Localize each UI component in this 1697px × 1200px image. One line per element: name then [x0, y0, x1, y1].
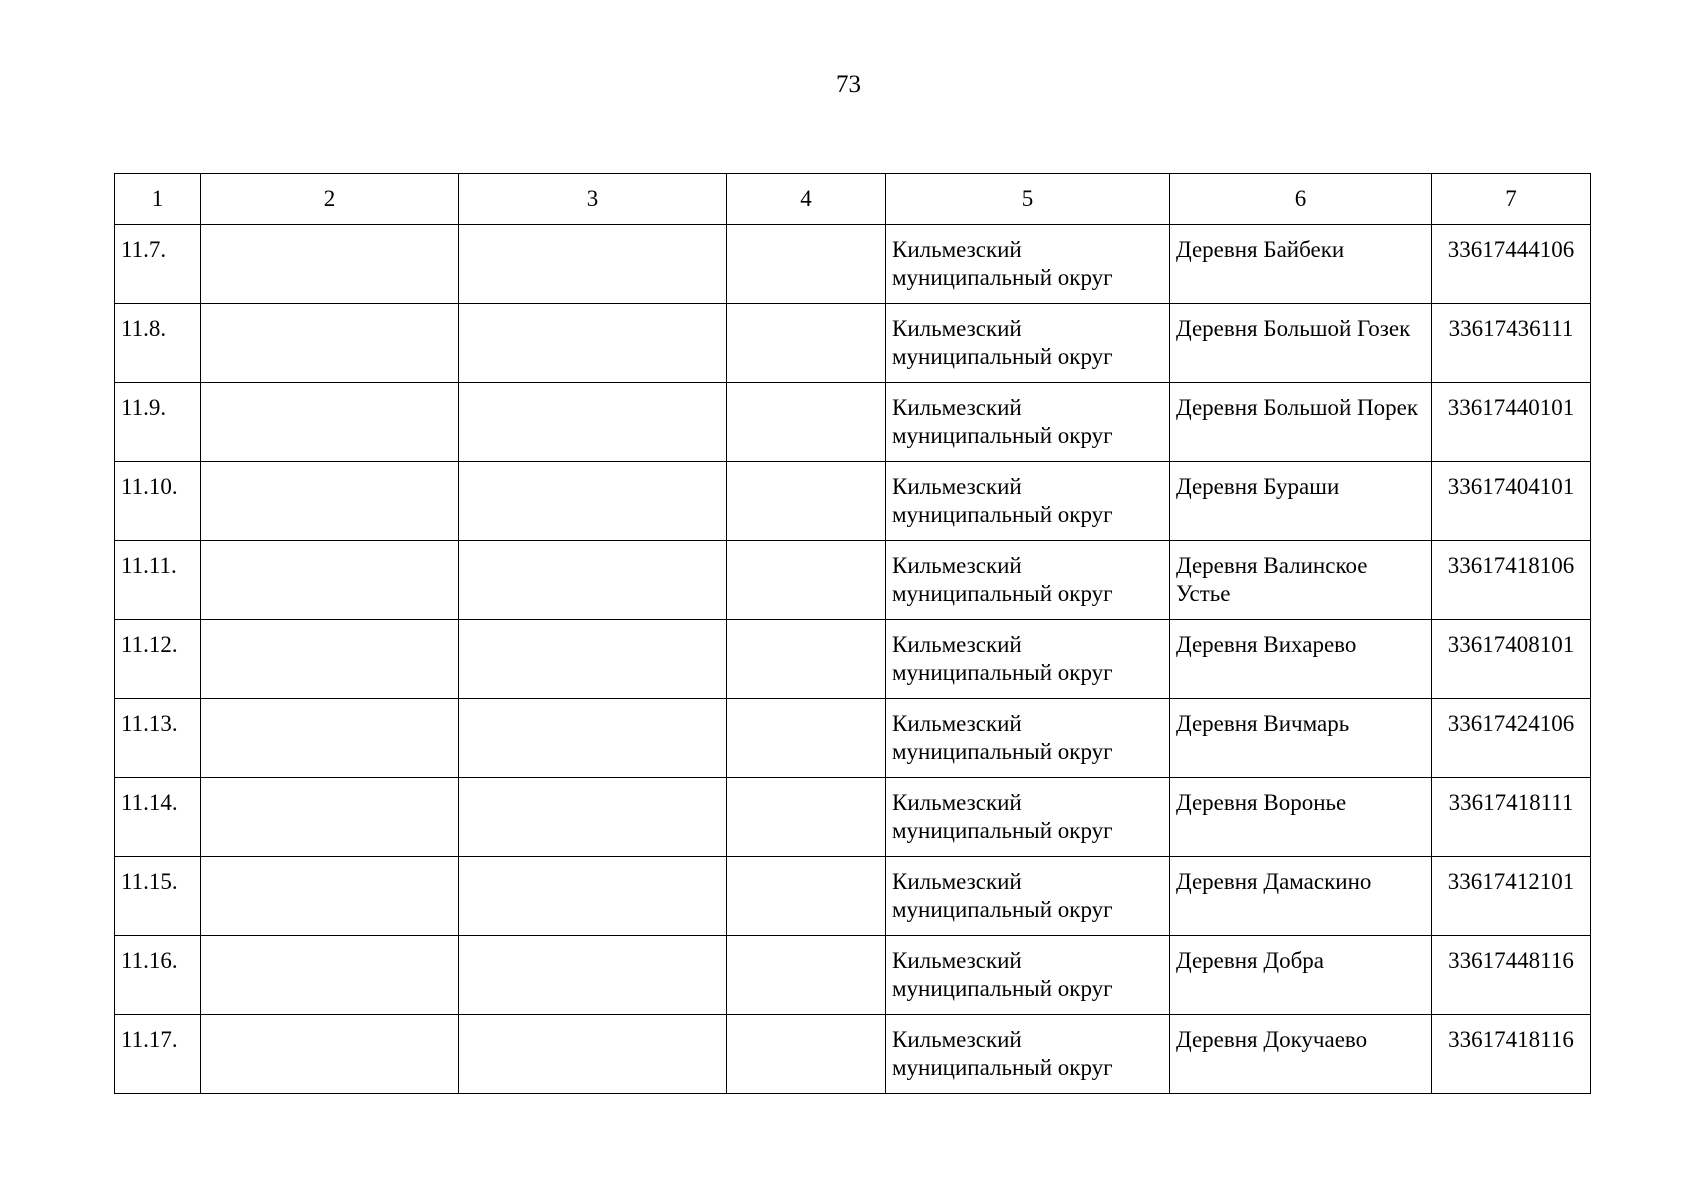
- cell-col-4: [727, 857, 886, 936]
- cell-district: Кильмезский муниципальный округ: [886, 620, 1170, 699]
- page-number: 73: [836, 71, 861, 98]
- cell-district: Кильмезский муниципальный округ: [886, 1015, 1170, 1094]
- cell-district: Кильмезский муниципальный округ: [886, 304, 1170, 383]
- cell-number: 11.7.: [115, 225, 201, 304]
- cell-col-4: [727, 699, 886, 778]
- cell-number: 11.11.: [115, 541, 201, 620]
- header-col-3: 3: [459, 174, 727, 225]
- data-table: [114, 173, 1591, 1094]
- cell-code: 33617444106: [1432, 225, 1591, 304]
- cell-number: 11.15.: [115, 857, 201, 936]
- cell-locality: Деревня Бураши: [1170, 462, 1432, 541]
- cell-number: 11.10.: [115, 462, 201, 541]
- cell-district: Кильмезский муниципальный округ: [886, 699, 1170, 778]
- cell-district: Кильмезский муниципальный округ: [886, 936, 1170, 1015]
- header-col-4: 4: [727, 174, 886, 225]
- cell-code: 33617436111: [1432, 304, 1591, 383]
- cell-code: 33617424106: [1432, 699, 1591, 778]
- header-col-6: 6: [1170, 174, 1432, 225]
- table-row: [115, 462, 1591, 541]
- cell-code: 33617404101: [1432, 462, 1591, 541]
- cell-col-2: [201, 778, 459, 857]
- cell-col-2: [201, 699, 459, 778]
- cell-col-3: [459, 462, 727, 541]
- cell-district: Кильмезский муниципальный округ: [886, 383, 1170, 462]
- cell-col-2: [201, 225, 459, 304]
- cell-number: 11.13.: [115, 699, 201, 778]
- cell-col-4: [727, 1015, 886, 1094]
- cell-number: 11.16.: [115, 936, 201, 1015]
- cell-district: Кильмезский муниципальный округ: [886, 462, 1170, 541]
- cell-col-4: [727, 304, 886, 383]
- table-row: [115, 699, 1591, 778]
- cell-district: Кильмезский муниципальный округ: [886, 541, 1170, 620]
- cell-col-4: [727, 778, 886, 857]
- table-row: [115, 541, 1591, 620]
- cell-col-2: [201, 1015, 459, 1094]
- table-row: [115, 304, 1591, 383]
- cell-col-4: [727, 225, 886, 304]
- cell-col-4: [727, 620, 886, 699]
- cell-col-3: [459, 620, 727, 699]
- cell-number: 11.14.: [115, 778, 201, 857]
- cell-col-3: [459, 699, 727, 778]
- cell-number: 11.9.: [115, 383, 201, 462]
- cell-code: 33617412101: [1432, 857, 1591, 936]
- table-row: [115, 620, 1591, 699]
- cell-col-4: [727, 462, 886, 541]
- cell-col-2: [201, 857, 459, 936]
- cell-district: Кильмезский муниципальный округ: [886, 857, 1170, 936]
- table-row: [115, 225, 1591, 304]
- cell-col-3: [459, 383, 727, 462]
- table-row: [115, 857, 1591, 936]
- cell-col-3: [459, 1015, 727, 1094]
- cell-col-2: [201, 620, 459, 699]
- header-col-7: 7: [1432, 174, 1591, 225]
- table-row: [115, 383, 1591, 462]
- header-row: [115, 174, 1591, 225]
- cell-code: 33617418116: [1432, 1015, 1591, 1094]
- cell-col-2: [201, 383, 459, 462]
- cell-col-3: [459, 857, 727, 936]
- cell-col-4: [727, 383, 886, 462]
- cell-col-2: [201, 541, 459, 620]
- cell-col-4: [727, 541, 886, 620]
- cell-locality: Деревня Добра: [1170, 936, 1432, 1015]
- cell-col-3: [459, 541, 727, 620]
- table-row: [115, 1015, 1591, 1094]
- cell-number: 11.8.: [115, 304, 201, 383]
- cell-locality: Деревня Воронье: [1170, 778, 1432, 857]
- cell-locality: Деревня Дамаскино: [1170, 857, 1432, 936]
- cell-locality: Деревня Вихарево: [1170, 620, 1432, 699]
- cell-number: 11.17.: [115, 1015, 201, 1094]
- cell-col-3: [459, 936, 727, 1015]
- cell-locality: Деревня Вичмарь: [1170, 699, 1432, 778]
- header-col-5: 5: [886, 174, 1170, 225]
- table-body: [115, 225, 1591, 1094]
- cell-col-3: [459, 304, 727, 383]
- cell-code: 33617418111: [1432, 778, 1591, 857]
- cell-locality: Деревня Большой Порек: [1170, 383, 1432, 462]
- cell-district: Кильмезский муниципальный округ: [886, 778, 1170, 857]
- cell-code: 33617408101: [1432, 620, 1591, 699]
- cell-locality: Деревня Байбеки: [1170, 225, 1432, 304]
- cell-col-2: [201, 304, 459, 383]
- cell-locality: Деревня Валинское Устье: [1170, 541, 1432, 620]
- cell-number: 11.12.: [115, 620, 201, 699]
- cell-district: Кильмезский муниципальный округ: [886, 225, 1170, 304]
- cell-col-4: [727, 936, 886, 1015]
- cell-col-2: [201, 936, 459, 1015]
- cell-code: 33617418106: [1432, 541, 1591, 620]
- cell-locality: Деревня Докучаево: [1170, 1015, 1432, 1094]
- cell-locality: Деревня Большой Гозек: [1170, 304, 1432, 383]
- cell-code: 33617448116: [1432, 936, 1591, 1015]
- table-row: [115, 936, 1591, 1015]
- cell-col-2: [201, 462, 459, 541]
- header-col-2: 2: [201, 174, 459, 225]
- cell-col-3: [459, 778, 727, 857]
- table-row: [115, 778, 1591, 857]
- cell-col-3: [459, 225, 727, 304]
- cell-code: 33617440101: [1432, 383, 1591, 462]
- header-col-1: 1: [115, 174, 201, 225]
